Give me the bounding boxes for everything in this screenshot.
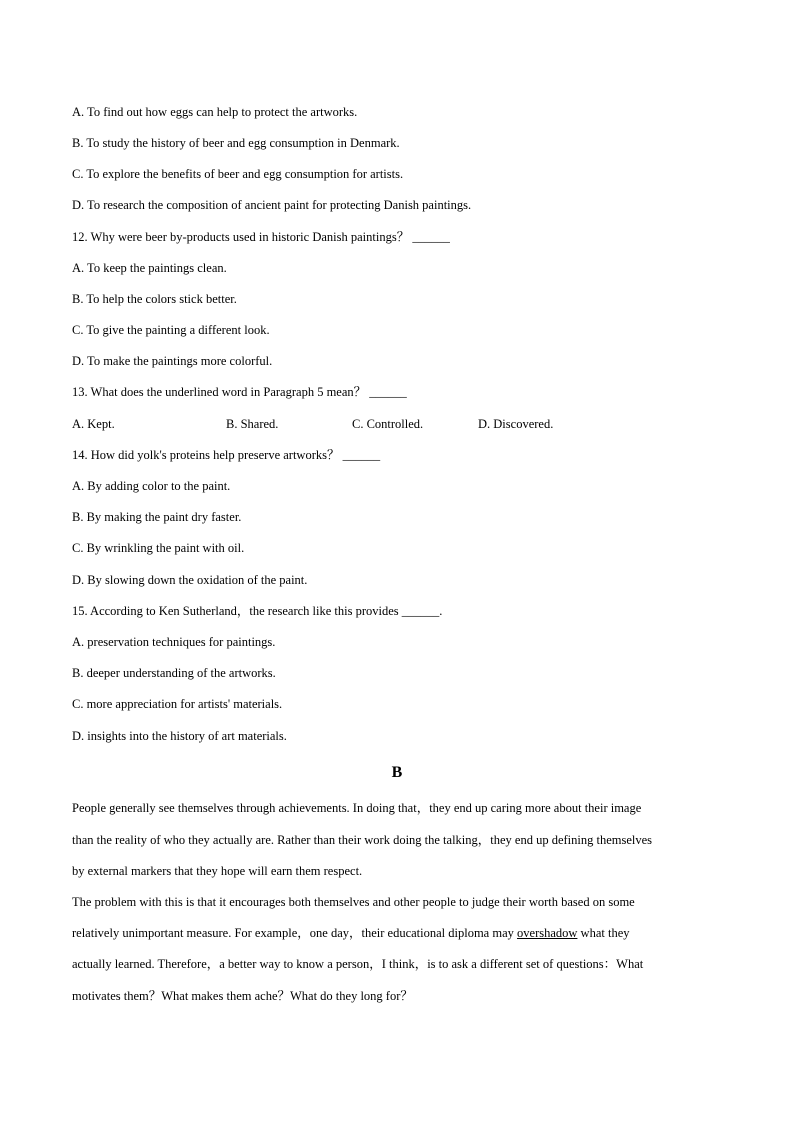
q12-option-a: A. To keep the paintings clean.	[72, 261, 227, 275]
q14-option-a: A. By adding color to the paint.	[72, 479, 231, 493]
q13-option-b: B. Shared.	[226, 417, 279, 431]
paragraph-2-text-before: relatively unimportant measure. For example，one day，their educational diploma may	[72, 926, 518, 940]
q11-option-b: B. To study the history of beer and egg consumption in Denmark.	[72, 136, 400, 150]
q15-option-a: A. preservation techniques for paintings.	[72, 635, 276, 649]
paragraph-2-line-4: motivates them？What makes them ache？What do they long for？	[72, 989, 413, 1003]
q12-option-d: D. To make the paintings more colorful.	[72, 354, 273, 368]
q14-option-b: B. By making the paint dry faster.	[72, 510, 242, 524]
paragraph-2-line-3: actually learned. Therefore，a better way to know a person，I think，is to ask a different set of questions：What	[72, 957, 644, 971]
q13-options-row	[72, 416, 632, 432]
underlined-word: overshadow	[517, 926, 578, 940]
paragraph-1-line-3: by external markers that they hope will earn them respect.	[72, 864, 363, 878]
q11-option-a: A. To find out how eggs can help to protect the artworks.	[72, 105, 358, 119]
q13-option-a: A. Kept.	[72, 417, 115, 431]
q11-option-c: C. To explore the benefits of beer and egg consumption for artists.	[72, 167, 404, 181]
q14-question: 14. How did yolk's proteins help preserve artworks？ ______	[72, 448, 381, 462]
paragraph-1-line-1: People generally see themselves through achievements. In doing that，they end up caring more about their image	[72, 801, 642, 815]
q15-option-b: B. deeper understanding of the artworks.	[72, 666, 276, 680]
q14-option-c: C. By wrinkling the paint with oil.	[72, 541, 245, 555]
q13-option-c: C. Controlled.	[352, 417, 424, 431]
section-heading: B	[391, 764, 403, 781]
q11-option-d: D. To research the composition of ancient paint for protecting Danish paintings.	[72, 198, 472, 212]
paragraph-2-line-2	[72, 925, 630, 941]
q15-question: 15. According to Ken Sutherland，the research like this provides ______.	[72, 604, 443, 618]
q15-option-c: C. more appreciation for artists' materials.	[72, 697, 283, 711]
paragraph-2-line-1: The problem with this is that it encourages both themselves and other people to judge their worth based on some	[72, 895, 635, 909]
q14-option-d: D. By slowing down the oxidation of the paint.	[72, 573, 308, 587]
q12-option-c: C. To give the painting a different look.	[72, 323, 270, 337]
q12-option-b: B. To help the colors stick better.	[72, 292, 237, 306]
q12-question: 12. Why were beer by-products used in historic Danish paintings？ ______	[72, 230, 450, 244]
q15-option-d: D. insights into the history of art materials.	[72, 729, 287, 743]
paragraph-1-line-2: than the reality of who they actually are. Rather than their work doing the talking，they end up defining themselves	[72, 833, 653, 847]
q13-question: 13. What does the underlined word in Paragraph 5 mean？ ______	[72, 385, 407, 399]
q13-option-d: D. Discovered.	[478, 417, 554, 431]
paragraph-2-text-after: what they	[577, 926, 630, 940]
